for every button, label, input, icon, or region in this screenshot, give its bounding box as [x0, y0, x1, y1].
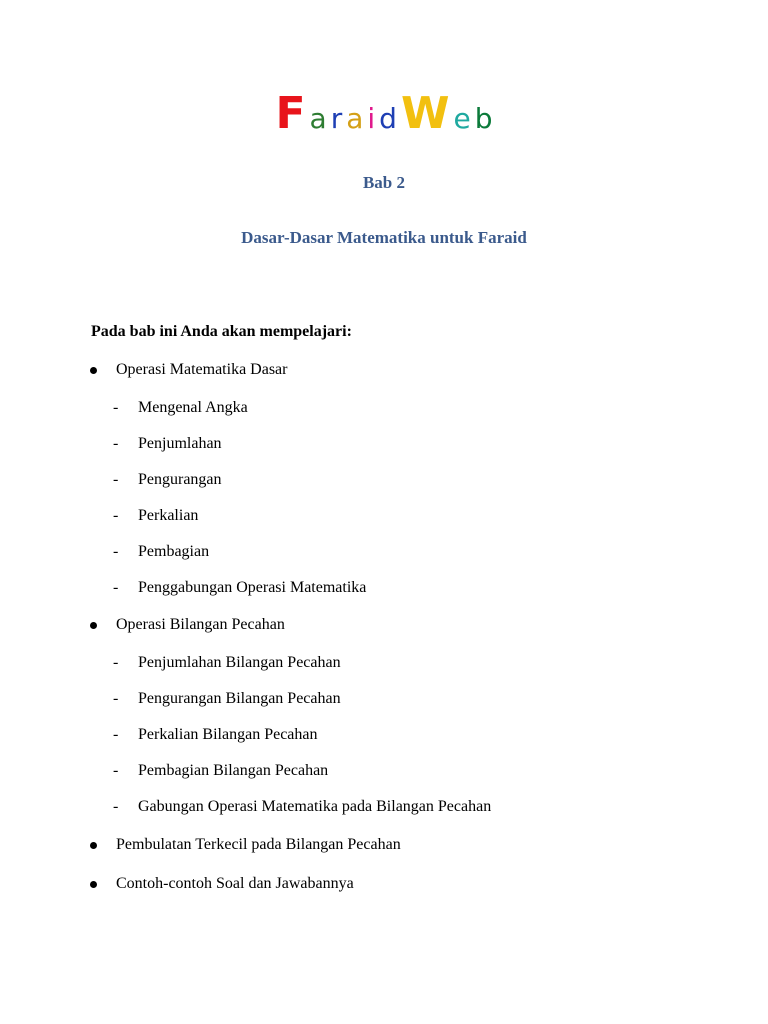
logo-letter: r: [330, 102, 343, 135]
topic-item: Pembulatan Terkecil pada Bilangan Pecahan: [116, 836, 401, 853]
topic-item: Operasi Matematika Dasar: [116, 361, 288, 378]
subtopic-item: Pengurangan Bilangan Pecahan: [138, 690, 341, 707]
logo-letter: W: [400, 88, 450, 139]
topic-item: Operasi Bilangan Pecahan: [116, 616, 285, 633]
faraidweb-logo: [0, 88, 768, 139]
dash-icon: -: [113, 726, 119, 743]
subtopic-item: Pengurangan: [138, 471, 222, 488]
dash-icon: -: [113, 579, 119, 596]
dash-icon: -: [113, 690, 119, 707]
bullet-icon: [90, 622, 97, 629]
chapter-title: Dasar-Dasar Matematika untuk Faraid: [241, 228, 527, 247]
logo-letter: i: [367, 102, 376, 135]
logo-letter: b: [474, 102, 493, 135]
topic-item: Contoh-contoh Soal dan Jawabannya: [116, 875, 354, 892]
dash-icon: -: [113, 798, 119, 815]
logo-letter: a: [346, 102, 364, 135]
dash-icon: -: [113, 654, 119, 671]
logo-letter: e: [453, 102, 471, 135]
logo-letter: F: [275, 88, 306, 139]
logo-letter: d: [379, 102, 397, 135]
dash-icon: -: [113, 507, 119, 524]
subtopic-item: Perkalian Bilangan Pecahan: [138, 726, 318, 743]
intro-text: Pada bab ini Anda akan mempelajari:: [91, 323, 352, 340]
subtopic-item: Pembagian Bilangan Pecahan: [138, 762, 329, 779]
dash-icon: -: [113, 399, 119, 416]
dash-icon: -: [113, 543, 119, 560]
logo-letter: a: [309, 102, 327, 135]
dash-icon: -: [113, 762, 119, 779]
subtopic-item: Gabungan Operasi Matematika pada Bilangan Pecahan: [138, 798, 492, 815]
bullet-icon: [90, 842, 97, 849]
bullet-icon: [90, 367, 97, 374]
dash-icon: -: [113, 435, 119, 452]
subtopic-item: Pembagian: [138, 543, 210, 560]
subtopic-item: Penjumlahan: [138, 435, 222, 452]
bullet-icon: [90, 881, 97, 888]
subtopic-item: Perkalian: [138, 507, 199, 524]
subtopic-item: Penjumlahan Bilangan Pecahan: [138, 654, 341, 671]
chapter-label: Bab 2: [362, 173, 406, 192]
subtopic-item: Mengenal Angka: [138, 399, 248, 416]
subtopic-item: Penggabungan Operasi Matematika: [138, 579, 367, 596]
dash-icon: -: [113, 471, 119, 488]
